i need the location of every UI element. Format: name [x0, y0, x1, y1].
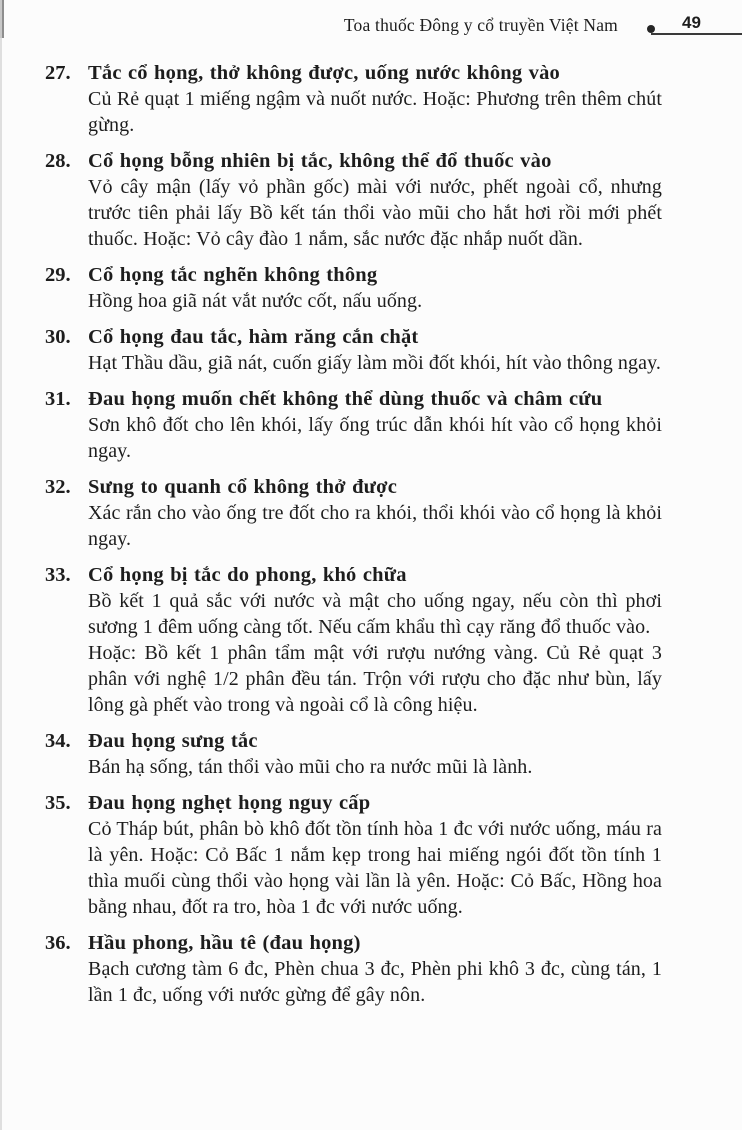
item-content — [88, 474, 662, 552]
item-paragraph: Hoặc: Bồ kết 1 phân tẩm mật với rượu nướng vàng. Củ Rẻ quạt 3 phân với nghệ 1/2 phân đều tán. Trộn với rượu cho đặc như bùn, lấy lông gà phết vào trong và ngoài cổ là công hiệu. — [88, 642, 662, 716]
item-number: 31. — [45, 388, 71, 410]
item-paragraph: Sơn khô đốt cho lên khói, lấy ống trúc dẫn khói hít vào cổ họng khỏi ngay. — [88, 414, 662, 462]
item-number: 27. — [45, 62, 71, 84]
item-heading: Sưng to quanh cổ không thở được — [88, 476, 398, 498]
item-heading: Đau họng muốn chết không thể dùng thuốc và châm cứu — [88, 388, 603, 410]
item-paragraph: Hạt Thầu dầu, giã nát, cuốn giấy làm mồi đốt khói, hít vào thông ngay. — [88, 352, 662, 374]
item-heading: Tắc cổ họng, thở không được, uống nước không vào — [88, 62, 560, 84]
list-item — [45, 790, 662, 920]
item-paragraph: Cỏ Tháp bút, phân bò khô đốt tồn tính hòa 1 đc với nước uống, máu ra là yên. Hoặc: Cỏ Bấc 1 nắm kẹp trong hai miếng ngói đốt tồn tính 1 thìa muối cùng thổi vào họng vài lần là yên. Hoặc: Cỏ Bấc, Hồng hoa bằng nhau, đốt ra tro, hòa 1 đc với nước uống. — [88, 818, 662, 918]
item-content — [88, 60, 662, 138]
item-paragraph: Củ Rẻ quạt 1 miếng ngậm và nuốt nước. Hoặc: Phương trên thêm chút gừng. — [88, 88, 662, 136]
running-head-title: Toa thuốc Đông y cổ truyền Việt Nam — [343, 15, 618, 35]
list-item — [45, 562, 662, 718]
list-item — [45, 262, 662, 314]
list-item — [45, 386, 662, 464]
item-content — [88, 930, 662, 1008]
item-content — [88, 262, 662, 314]
header-rule — [651, 33, 742, 35]
item-number: 28. — [45, 150, 71, 172]
item-number: 32. — [45, 476, 71, 498]
item-number: 36. — [45, 932, 71, 954]
item-heading: Cổ họng bị tắc do phong, khó chữa — [88, 564, 407, 586]
item-content — [88, 148, 662, 252]
list-item — [45, 474, 662, 552]
item-paragraph: Bồ kết 1 quả sắc với nước và mật cho uống ngay, nếu còn thì phơi sương 1 đêm uống càng tốt. Nếu cấm khẩu thì cạy răng đổ thuốc vào. — [88, 590, 662, 638]
item-heading: Cổ họng đau tắc, hàm răng cắn chặt — [88, 326, 419, 348]
item-heading: Cổ họng tắc nghẽn không thông — [88, 264, 378, 286]
item-number: 30. — [45, 326, 71, 348]
page-header — [0, 0, 742, 46]
scan-edge-line — [0, 0, 2, 1130]
item-number: 35. — [45, 792, 71, 814]
item-number: 29. — [45, 264, 71, 286]
item-heading: Đau họng sưng tắc — [88, 730, 258, 752]
item-paragraph: Xác rắn cho vào ống tre đốt cho ra khói, thổi khói vào cổ họng là khỏi ngay. — [88, 502, 662, 550]
item-content — [88, 790, 662, 920]
item-heading: Cổ họng bỗng nhiên bị tắc, không thể đổ thuốc vào — [88, 150, 552, 172]
item-content — [88, 728, 662, 780]
item-heading: Đau họng nghẹt họng nguy cấp — [88, 792, 371, 814]
bullet-dot-icon — [647, 25, 655, 33]
list-item — [45, 930, 662, 1008]
item-content — [88, 386, 662, 464]
page-number: 49 — [682, 13, 701, 32]
item-paragraph: Vỏ cây mận (lấy vỏ phần gốc) mài với nước, phết ngoài cổ, nhưng trước tiên phải lấy Bồ kết tán thổi vào mũi cho hắt hơi rồi mới phết thuốc. Hoặc: Vỏ cây đào 1 nắm, sắc nước đặc nhắp nuốt dần. — [88, 176, 662, 250]
item-number: 33. — [45, 564, 71, 586]
item-paragraph: Hồng hoa giã nát vắt nước cốt, nấu uống. — [88, 290, 423, 312]
item-list — [45, 60, 662, 1008]
item-heading: Hầu phong, hầu tê (đau họng) — [88, 932, 361, 954]
item-content — [88, 562, 662, 718]
list-item — [45, 60, 662, 138]
item-content — [88, 324, 662, 376]
item-number: 34. — [45, 730, 71, 752]
item-paragraph: Bạch cương tàm 6 đc, Phèn chua 3 đc, Phèn phi khô 3 đc, cùng tán, 1 lần 1 đc, uống với nước gừng để gây nôn. — [88, 958, 662, 1006]
list-item — [45, 324, 662, 376]
list-item — [45, 148, 662, 252]
item-paragraph: Bán hạ sống, tán thổi vào mũi cho ra nước mũi là lành. — [88, 756, 533, 778]
list-item — [45, 728, 662, 780]
